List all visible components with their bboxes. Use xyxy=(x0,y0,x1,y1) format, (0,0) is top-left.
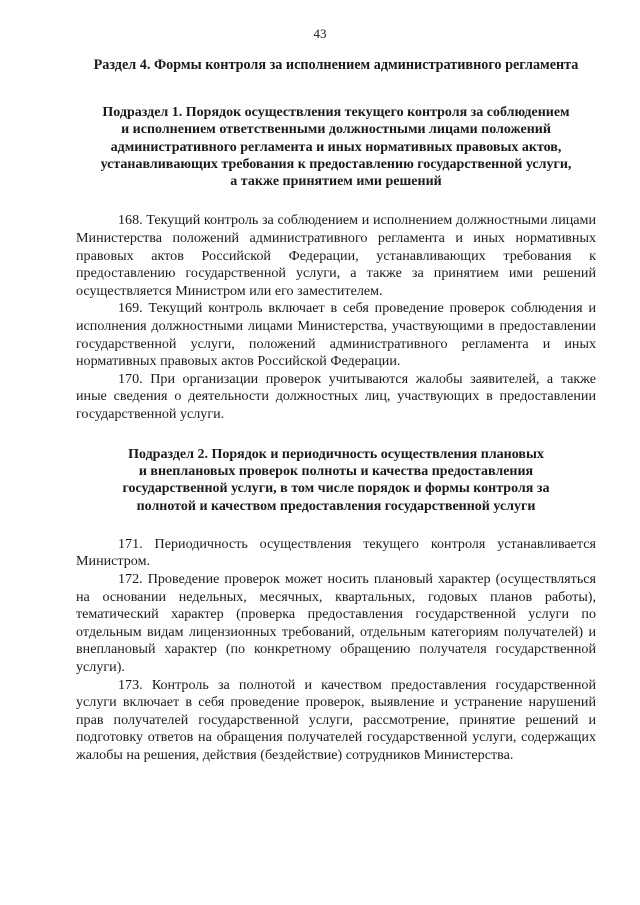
paragraph-173: 173. Контроль за полнотой и качеством предоставления государственной услуги включает в себя проведение проверок, выявление и устранение нарушений прав получателей государственной услуги, рассмотрение, принятие решений и подготовку ответов на обращения получателей государственной услуги, содержащих жалобы на решения, действия (бездействие) сотрудников Министерства. xyxy=(76,676,596,763)
subsection-2-title-line: полнотой и качеством предоставления государственной услуги xyxy=(136,498,536,514)
subsection-2-body xyxy=(76,536,596,765)
subsection-1-title-line: и исполнением ответственными должностными лицами положений xyxy=(121,122,551,138)
paragraph-172: 172. Проведение проверок может носить плановый характер (осуществляться на основании недельных, месячных, квартальных, годовых планов работы), тематический характер (проверка предоставления государственной услуги по отдельным видам лицензионных требований, отдельным категориям получателей) и внеплановый характер (по конкретному обращению получателя государственной услуги). xyxy=(76,570,596,675)
subsection-1-title-line: устанавливающих требования к предоставлению государственной услуги, xyxy=(100,156,572,172)
subsection-1-body xyxy=(76,212,596,423)
section-title: Раздел 4. Формы контроля за исполнением административного регламента xyxy=(93,57,579,73)
paragraph-170: 170. При организации проверок учитываются жалобы заявителей, а также иные сведения о деятельности должностных лиц, участвующих в предоставлении государственной услуги. xyxy=(76,370,596,423)
paragraph-169: 169. Текущий контроль включает в себя проведение проверок соблюдения и исполнения должностными лицами Министерства, участвующими в предоставлении государственной услуги, положений административного регламента и иных нормативных правовых актов Российской Федерации. xyxy=(76,300,596,370)
subsection-1-title-line: административного регламента и иных нормативных правовых актов, xyxy=(110,139,562,155)
subsection-2-title-line: и внеплановых проверок полноты и качества предоставления xyxy=(138,463,534,479)
subsection-1-title-line: Подраздел 1. Порядок осуществления текущего контроля за соблюдением xyxy=(102,105,570,120)
paragraph-168: 168. Текущий контроль за соблюдением и исполнением должностными лицами Министерства положений административного регламента и иных нормативных правовых актов Российской Федерации, устанавливающих требования к предоставлению государственной услуги, а также за принятием ими решений осуществляется Министром или его заместителем. xyxy=(76,212,596,299)
paragraph-171: 171. Периодичность осуществления текущего контроля устанавливается Министром. xyxy=(76,535,596,570)
subsection-2-title xyxy=(76,446,596,515)
subsection-2-title-line: государственной услуги, в том числе порядок и формы контроля за xyxy=(122,481,550,497)
subsection-2-title-line: Подраздел 2. Порядок и периодичность осуществления плановых xyxy=(128,446,544,462)
subsection-1-title-line: а также принятием ими решений xyxy=(230,174,442,190)
document-content xyxy=(76,56,596,765)
subsection-1-title xyxy=(76,104,596,190)
page-number: 43 xyxy=(313,26,327,41)
